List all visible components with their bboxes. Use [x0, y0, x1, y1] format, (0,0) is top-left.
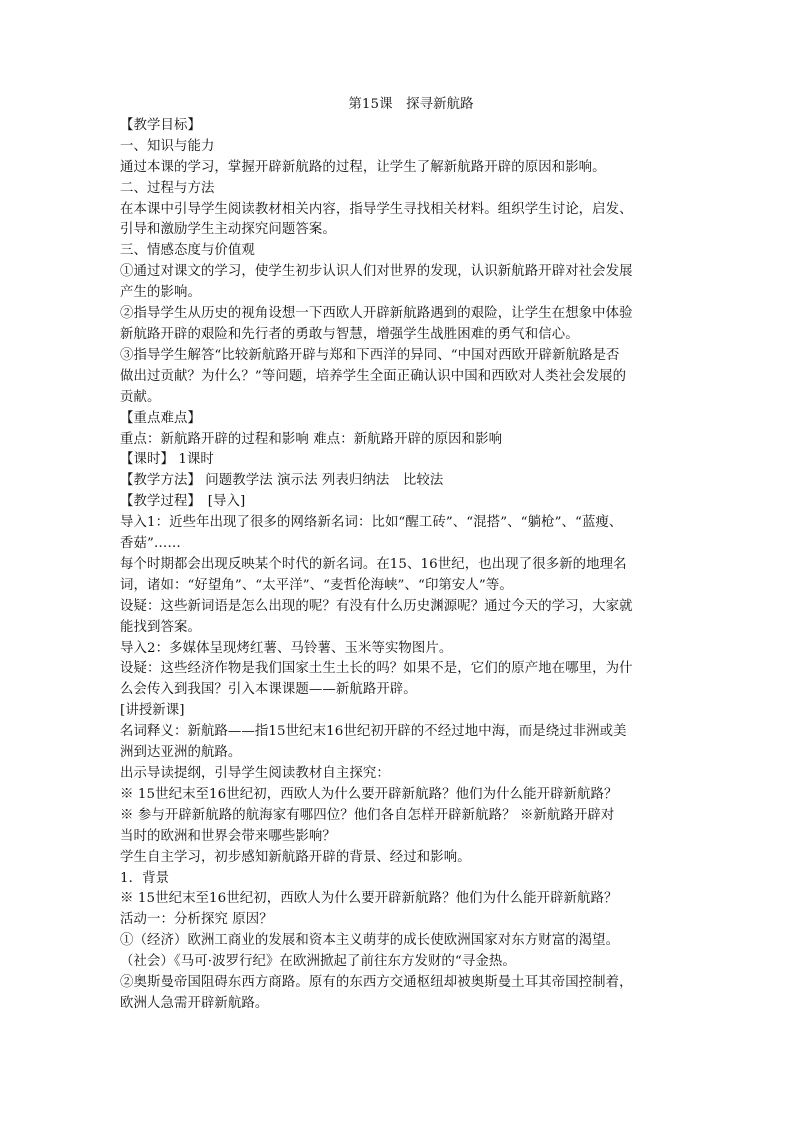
text-line: 【课时】 1课时	[120, 452, 214, 468]
text-line: 设疑：这些经济作物是我们国家土生土长的吗？如果不是，它们的原产地在哪里，为什	[120, 661, 633, 677]
text-line: 【教学目标】	[120, 117, 201, 133]
text-line: ②奥斯曼帝国阻碍东西方商路。原有的东西方交通枢纽却被奥斯曼土耳其帝国控制着，	[120, 975, 633, 991]
text-line: 新航路开辟的艰险和先行者的勇敢与智慧，增强学生战胜困难的勇气和信心。	[120, 326, 579, 342]
text-line: 学生自主学习，初步感知新航路开辟的背景、经过和影响。	[120, 849, 471, 865]
text-line: 么会传入到我国？引入本课课题——新航路开辟。	[120, 682, 417, 698]
text-line: 做出过贡献？为什么？”等问题，培养学生全面正确认识中国和西欧对人类社会发展的	[120, 368, 627, 384]
text-line: ※ 参与开辟新航路的航海家有哪四位？他们各自怎样开辟新航路？ ※新航路开辟对	[120, 807, 615, 823]
text-line: 【教学过程】 [导入]	[120, 494, 246, 510]
text-line: 【重点难点】	[120, 410, 201, 426]
text-line: 能找到答案。	[120, 619, 201, 635]
text-line: 在本课中引导学生阅读教材相关内容，指导学生寻找相关材料。组织学生讨论，启发、	[120, 201, 633, 217]
text-line: 产生的影响。	[120, 285, 201, 301]
text-lines	[120, 116, 682, 1015]
text-line: 导入2：多媒体呈现烤红薯、马铃薯、玉米等实物图片。	[120, 640, 453, 656]
text-line: ※ 15世纪末至16世纪初，西欧人为什么要开辟新航路？他们为什么能开辟新航路？	[120, 891, 618, 907]
text-line: 词，诸如：“好望角”、“太平洋”、“麦哲伦海峡”、“印第安人”等。	[120, 577, 513, 593]
text-line: 洲到达亚洲的航路。	[120, 745, 242, 761]
text-line: ①通过对课文的学习，使学生初步认识人们对世界的发现，认识新航路开辟对社会发展	[120, 264, 633, 280]
text-line: 设疑：这些新词语是怎么出现的呢？有没有什么历史渊源呢？通过今天的学习，大家就	[120, 598, 633, 614]
text-line: 香菇”……	[120, 536, 181, 552]
text-line: ※ 15世纪末至16世纪初，西欧人为什么要开辟新航路？他们为什么能开辟新航路？	[120, 786, 618, 802]
text-line: 活动一：分析探究 原因？	[120, 912, 273, 928]
text-line: ②指导学生从历史的视角设想一下西欧人开辟新航路遇到的艰险，让学生在想象中体验	[120, 306, 633, 322]
text-line: 重点：新航路开辟的过程和影响 难点：新航路开辟的原因和影响	[120, 431, 503, 447]
text-line: 通过本课的学习，掌握开辟新航路的过程，让学生了解新航路开辟的原因和影响。	[120, 159, 606, 175]
text-line: 当时的欧洲和世界会带来哪些影响？	[120, 828, 336, 844]
text-line: 一、知识与能力	[120, 138, 215, 154]
text-line: ①（经济）欧洲工商业的发展和资本主义萌芽的成长使欧洲国家对东方财富的渴望。	[120, 933, 620, 949]
text-line: 二、过程与方法	[120, 180, 215, 196]
text-line: [讲授新课]	[120, 703, 185, 719]
text-line: 三、情感态度与价值观	[120, 243, 255, 259]
page-title: 第15课 探寻新航路	[348, 97, 474, 112]
text-line: 引导和激励学生主动探究问题答案。	[120, 222, 336, 238]
text-line: 出示导读提纲，引导学生阅读教材自主探究：	[120, 766, 390, 781]
text-line: 贡献。	[120, 389, 161, 405]
text-line: 1．背景	[120, 870, 170, 886]
text-line: 欧洲人急需开辟新航路。	[120, 995, 269, 1011]
text-line: 每个时期都会出现反映某个时代的新名词。在15、16世纪，也出现了很多新的地理名	[120, 556, 627, 572]
text-line: （社会）《马可·波罗行纪》在欧洲掀起了前往东方发财的“寻金热。	[120, 954, 516, 970]
text-line: 名词释义：新航路——指15世纪末16世纪初开辟的不经过地中海，而是绕过非洲或美	[120, 724, 627, 740]
lesson-plan-body	[120, 95, 682, 1015]
text-line: 导入1：近些年出现了很多的网络新名词：比如“醒工砖”、“混搭”、“躺枪”、“蓝瘦、	[120, 515, 623, 531]
text-line: ③指导学生解答“比较新航路开辟与郑和下西洋的异同、“中国对西欧开辟新航路是否	[120, 347, 620, 363]
text-line: 【教学方法】 问题教学法 演示法 列表归纳法 比较法	[120, 473, 444, 489]
